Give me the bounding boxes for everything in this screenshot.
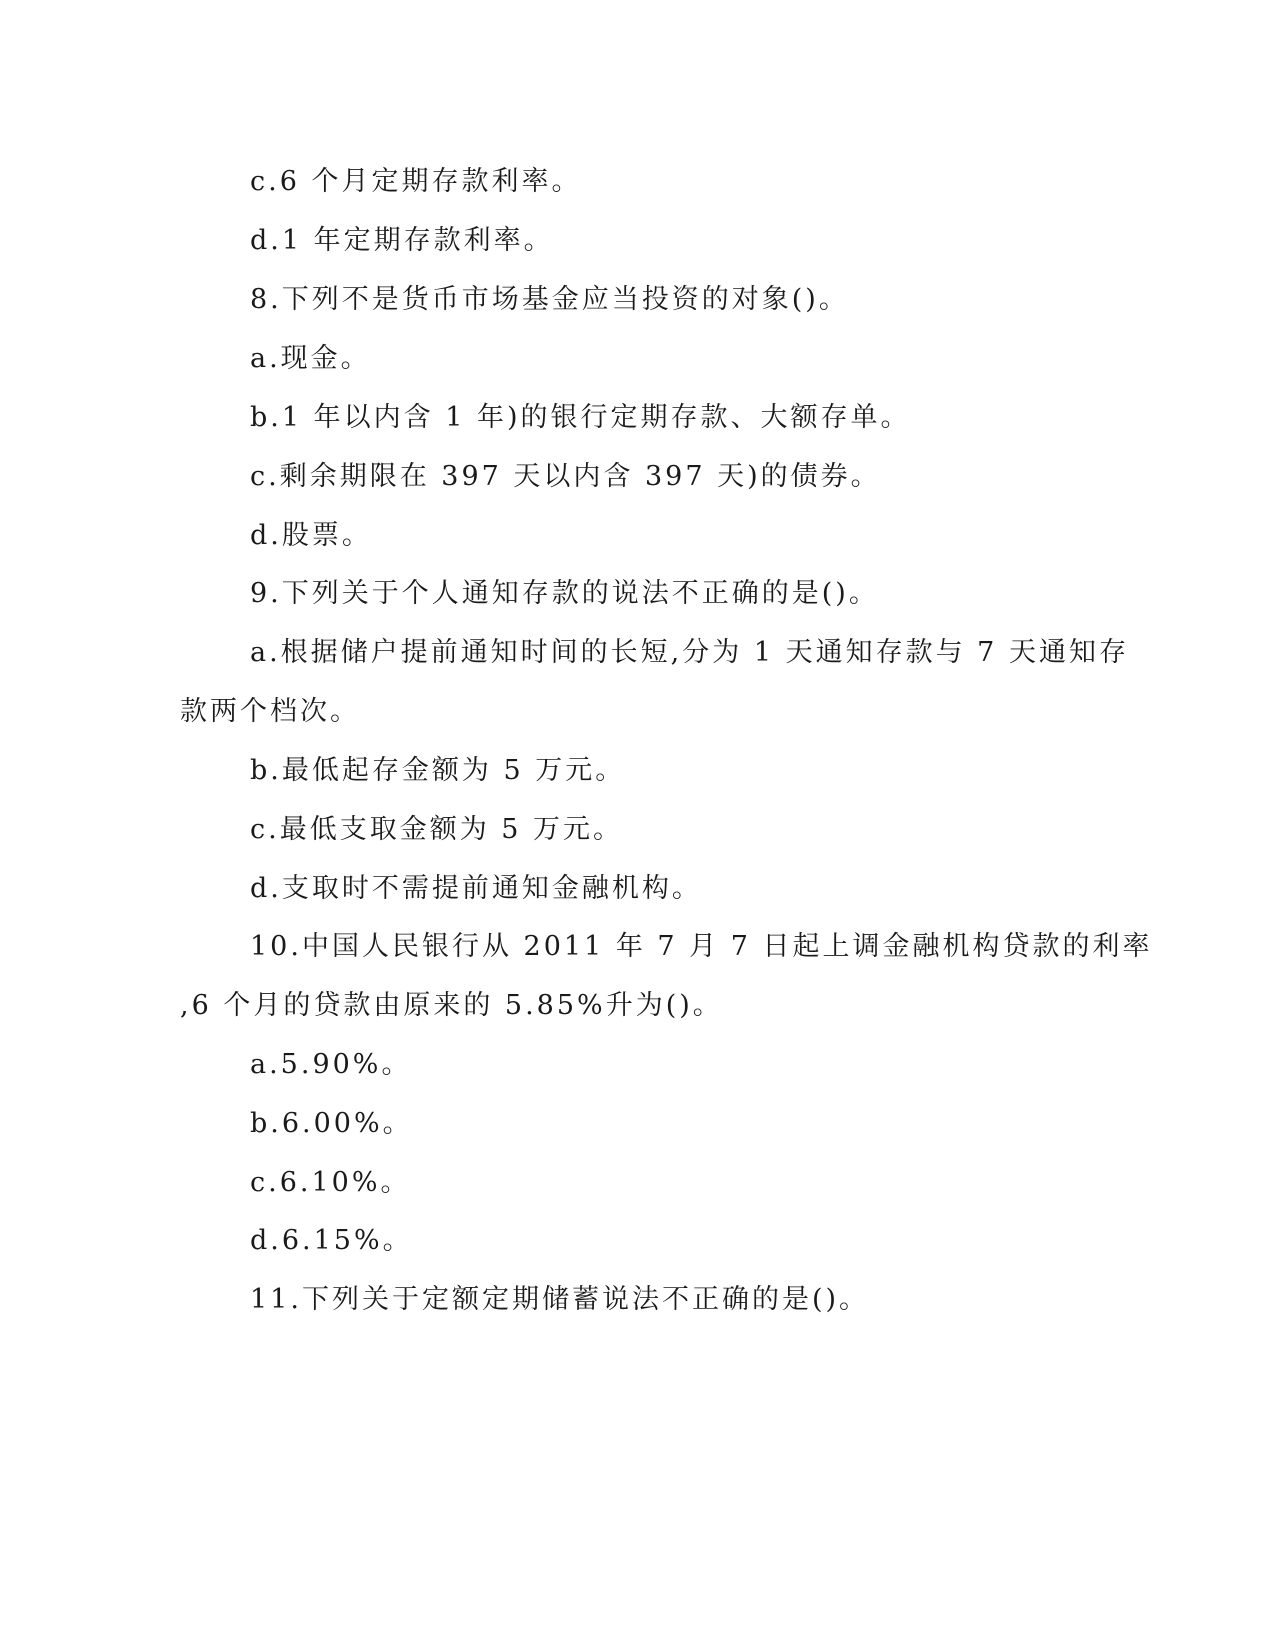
question-8-option-a: a.现金。	[250, 343, 371, 374]
question-11: 11.下列关于定额定期储蓄说法不正确的是()。	[250, 1284, 870, 1315]
question-9-option-a: a.根据储户提前通知时间的长短,分为 1 天通知存款与 7 天通知存	[250, 637, 1129, 668]
option-c-6-month-rate: c.6 个月定期存款利率。	[250, 166, 582, 197]
question-10-option-c: c.6.10%。	[250, 1167, 411, 1198]
question-9-option-c: c.最低支取金额为 5 万元。	[250, 814, 624, 845]
question-9-option-d: d.支取时不需提前通知金融机构。	[250, 873, 702, 904]
question-10-option-a: a.5.90%。	[250, 1049, 412, 1080]
question-10: 10.中国人民银行从 2011 年 7 月 7 日起上调金融机构贷款的利率	[250, 931, 1153, 962]
question-10-option-b: b.6.00%。	[250, 1108, 413, 1139]
question-8-option-b: b.1 年以内含 1 年)的银行定期存款、大额存单。	[250, 402, 911, 433]
question-9: 9.下列关于个人通知存款的说法不正确的是()。	[250, 578, 879, 609]
question-9-option-a-continued: 款两个档次。	[180, 696, 360, 727]
question-10-continued: ,6 个月的贷款由原来的 5.85%升为()。	[180, 990, 723, 1021]
question-8-option-d: d.股票。	[250, 520, 372, 551]
option-d-1-year-rate: d.1 年定期存款利率。	[250, 225, 554, 256]
question-8-option-c: c.剩余期限在 397 天以内含 397 天)的债券。	[250, 461, 881, 492]
question-8: 8.下列不是货币市场基金应当投资的对象()。	[250, 284, 849, 315]
question-9-option-b: b.最低起存金额为 5 万元。	[250, 755, 626, 786]
question-10-option-d: d.6.15%。	[250, 1225, 413, 1256]
